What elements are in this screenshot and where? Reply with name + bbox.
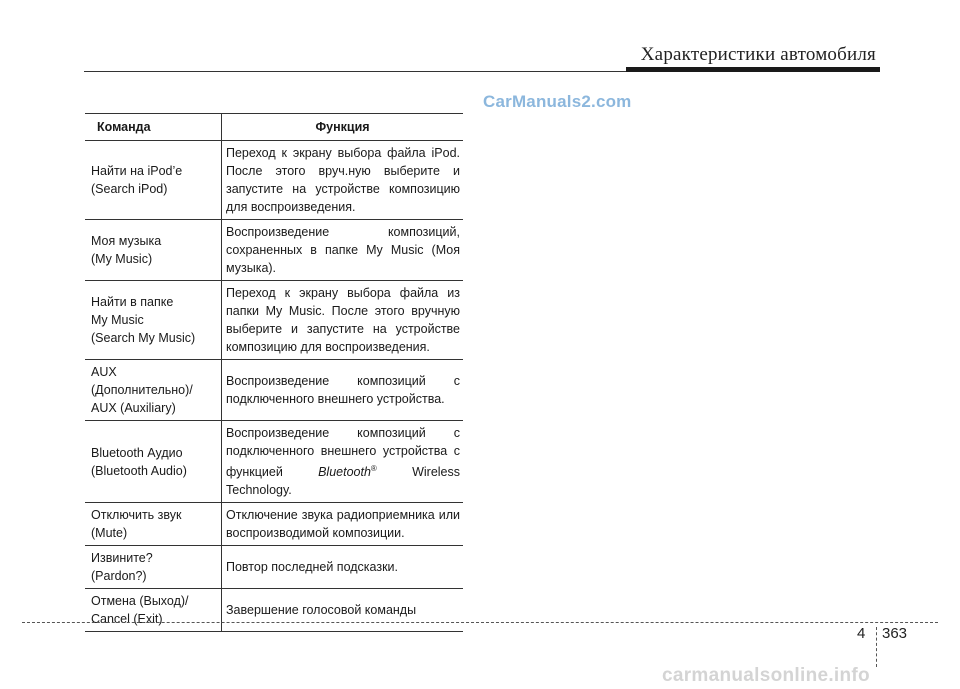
registered-mark: ® [370,464,377,473]
table-header-row [85,114,463,141]
command-line: AUX [91,365,117,379]
bluetooth-trademark: Bluetooth [318,465,371,480]
footer-dashed-rule [22,622,938,623]
command-line: (Search My Music) [91,331,196,345]
function-cell: Завершение голосовой команды [222,589,464,632]
table-row [85,220,463,281]
function-cell: Воспроизведение композиций, сохраненных в папке My Music (Моя музыка). [222,220,464,281]
command-line: Отмена (Выход)/ [91,594,189,609]
command-cell [85,360,222,421]
chapter-number: 4 [857,625,866,642]
column-header-command: Команда [85,114,222,141]
command-line: Bluetooth Аудио [91,445,183,460]
command-line: Cancel (Exit) [91,612,163,627]
function-text: Воспроизведение композиций с подключенного внешнего устройства с функцией [226,426,460,480]
table-row [85,421,463,503]
command-cell [85,503,222,546]
function-cell: Переход к экрану выбора файла iPod. После этого вруч.ную выберите и запустите на устройстве композицию для воспроизведения. [222,141,464,220]
function-text: Wireless Technology. [226,465,460,498]
command-line: (My Music) [91,252,153,266]
function-cell: Отключение звука радиоприемника или воспроизводимой композиции. [222,503,464,546]
voice-command-table [85,113,463,632]
watermark-logo-top[interactable]: CarManuals2.com [483,92,632,111]
command-cell [85,220,222,281]
column-header-function: Функция [222,114,464,141]
command-cell [85,141,222,220]
command-line: Найти на iPod’e [91,164,183,178]
page-number: 363 [882,625,908,642]
function-cell: Переход к экрану выбора файла из папки My Music. После этого вручную выберите и запустите на устройстве композицию для воспроизведения. [222,281,464,360]
command-line: (Bluetooth Audio) [91,463,187,478]
command-line: (Mute) [91,526,128,541]
watermark-logo-bottom[interactable]: carmanualsonline.info [662,665,870,686]
table-row [85,281,463,360]
command-cell [85,546,222,589]
function-cell [222,421,464,503]
table-row [85,141,463,220]
command-line: Отключить звук [91,508,182,523]
footer-page-divider [876,627,877,667]
command-line: Найти в папке [91,295,174,309]
command-line: (Дополнительно)/ [91,383,193,397]
command-line: AUX (Auxiliary) [91,401,176,415]
table-row [85,360,463,421]
table-row [85,546,463,589]
function-cell: Повтор последней подсказки. [222,546,464,589]
command-line: Моя музыка [91,234,162,248]
command-line: (Search iPod) [91,182,168,196]
table-row [85,503,463,546]
header-rule-accent [626,67,880,72]
command-cell [85,589,222,632]
command-cell [85,281,222,360]
table-row [85,589,463,632]
command-line: (Pardon?) [91,569,147,584]
function-cell: Воспроизведение композиций с подключенного внешнего устройства. [222,360,464,421]
command-line: Извините? [91,551,153,566]
running-header-title: Характеристики автомобиля [640,44,876,65]
command-cell [85,421,222,503]
command-line: My Music [91,313,144,327]
